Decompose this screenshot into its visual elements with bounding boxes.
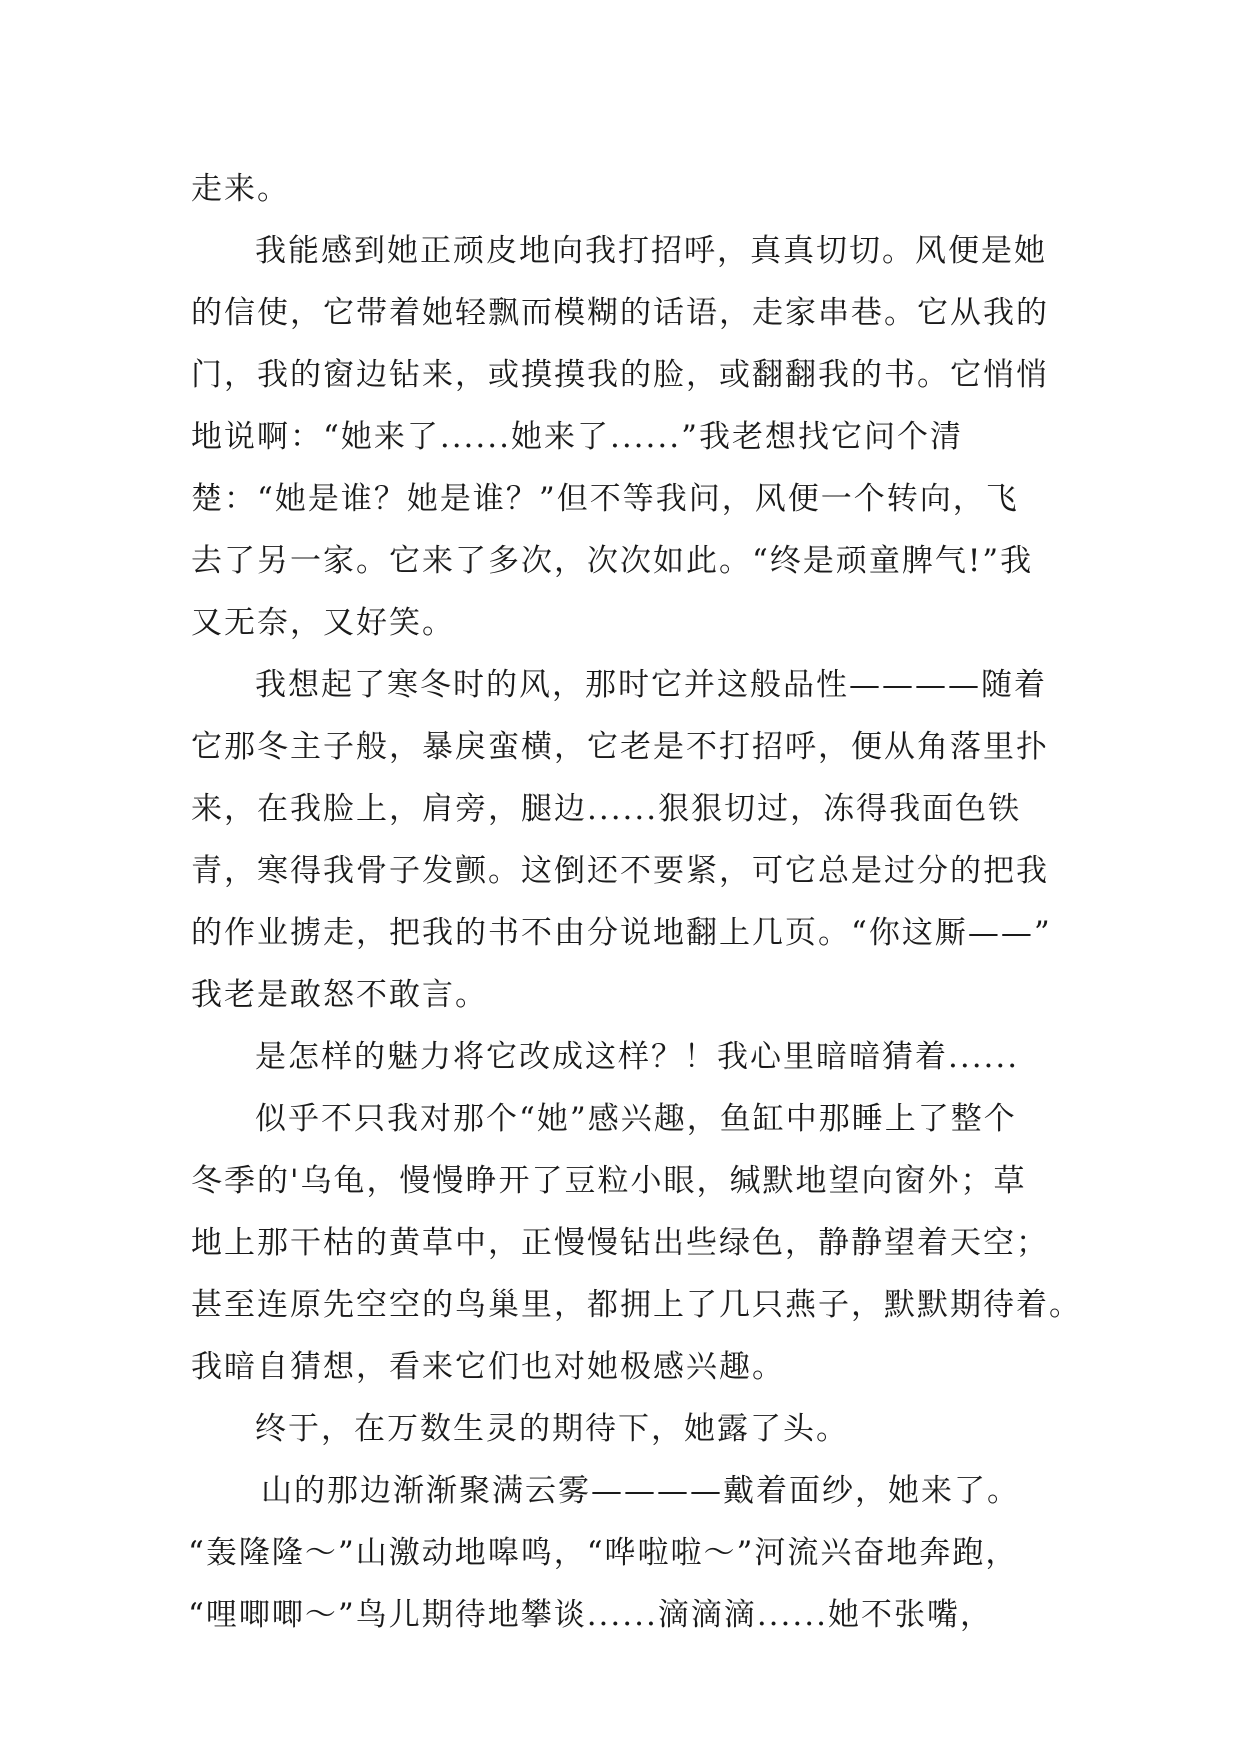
- paragraph-start-line: 是怎样的魅力将它改成这样？！我心里暗暗猜着......: [255, 1039, 1020, 1075]
- paragraph-start-line: 山的那边渐渐聚满云雾————戴着面纱，她来了。: [261, 1473, 1020, 1509]
- text-line: 去了另一家。它来了多次，次次如此。“终是顽童脾气!”我: [191, 543, 1034, 579]
- text-line: 又无奈，又好笑。: [191, 605, 455, 641]
- paragraph-start-line: 终于，在万数生灵的期待下，她露了头。: [255, 1411, 849, 1447]
- text-line: 冬季的'乌龟，慢慢睁开了豆粒小眼，缄默地望向窗外；草: [191, 1163, 1027, 1199]
- text-line: 我暗自猜想，看来它们也对她极感兴趣。: [191, 1349, 785, 1385]
- paragraph-start-line: 我能感到她正顽皮地向我打招呼，真真切切。风便是她: [255, 233, 1047, 269]
- text-line: 地上那干枯的黄草中，正慢慢钻出些绿色，静静望着天空；: [191, 1225, 1049, 1261]
- text-line: 青，寒得我骨子发颤。这倒还不要紧，可它总是过分的把我: [191, 853, 1049, 889]
- text-line: 的信使，它带着她轻飘而模糊的话语，走家串巷。它从我的: [191, 295, 1049, 331]
- text-line: 门，我的窗边钻来，或摸摸我的脸，或翻翻我的书。它悄悄: [191, 357, 1049, 393]
- text-line: 来，在我脸上，肩旁，腿边......狠狠切过，冻得我面色铁: [191, 791, 1022, 827]
- document-text: [188, 158, 1091, 1646]
- text-line: 它那冬主子般，暴戾蛮横，它老是不打招呼，便从角落里扑: [191, 729, 1049, 765]
- text-line: 地说啊：“她来了......她来了......”我老想找它问个清: [191, 419, 963, 455]
- text-line: 甚至连原先空空的鸟巢里，都拥上了几只燕子，默默期待着。: [191, 1287, 1082, 1323]
- paragraph-start-line: 我想起了寒冬时的风，那时它并这般品性————随着: [255, 667, 1047, 703]
- text-line: 我老是敢怒不敢言。: [191, 977, 488, 1013]
- text-line: 走来。: [191, 171, 290, 207]
- text-line: 的作业掳走，把我的书不由分说地翻上几页。“你这厮——”: [191, 915, 1052, 951]
- text-line: “轰隆隆～”山激动地嗥鸣，“哗啦啦～”河流兴奋地奔跑，: [188, 1535, 1019, 1571]
- paragraph-start-line: 似乎不只我对那个“她”感兴趣，鱼缸中那睡上了整个: [255, 1101, 1017, 1137]
- text-line: “哩唧唧～”鸟儿期待地攀谈......滴滴滴......她不张嘴，: [188, 1597, 993, 1633]
- text-line: 楚：“她是谁？她是谁？”但不等我问，风便一个转向，飞: [191, 481, 1019, 517]
